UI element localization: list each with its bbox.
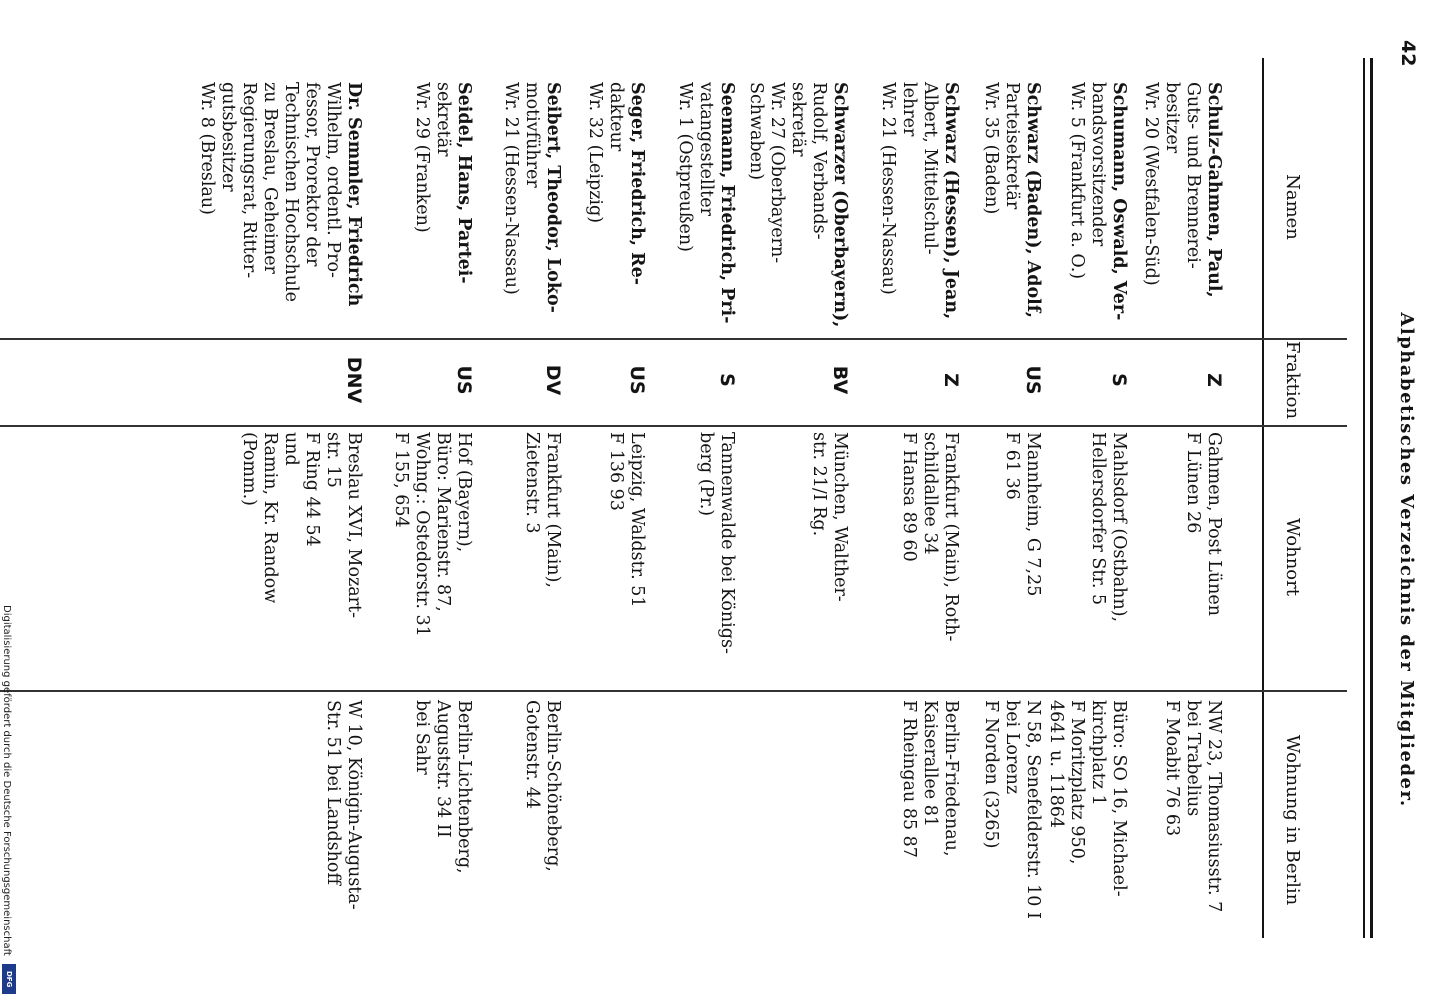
member-wohnort-line: Gahmen, Post Lünen [1204,432,1224,616]
member-name-line: Schwarzer (Oberbayern), [830,82,850,328]
member-wohnort-line: F 136 93 [606,432,626,511]
member-wohnort [1087,432,1129,682]
member-wohnort-line: Tannenwalde bei Königs- [717,432,737,654]
member-wohnort-line: Hellersdorfer Str. 5 [1088,432,1108,606]
member-berlin-address-line: bei Lorenz [1002,700,1022,795]
member-berlin-address-line: F Norden (3265) [981,700,1001,849]
member-berlin-address-line: F Rheingau 85 87 [899,700,919,858]
column-header-fraktion: Fraktion [1282,340,1304,420]
member-wohnort [605,432,647,682]
member-name-line: Wr. 5 (Frankfurt a. O.) [1067,82,1087,280]
member-berlin-address [1161,700,1224,940]
member-wohnort [1001,432,1043,682]
member-berlin-address [1045,700,1129,940]
member-wohnort-line: F 61 36 [1002,432,1022,500]
header-rule [1263,58,1265,938]
member-wohnort-line: F Hansa 89 60 [899,432,919,562]
member-wohnort [695,432,737,682]
member-name-line: Wr. 20 (Westfalen-Süd) [1141,82,1161,286]
member-wohnort-line: Mahlsdorf (Ostbahn), [1109,432,1129,623]
member-fraktion: US [626,365,648,395]
member-name-line: Parteisekretär [1002,82,1022,210]
member-name [500,82,563,332]
top-rule-thick [1370,58,1373,938]
member-wohnort-line: und [281,432,301,466]
member-berlin-address-line: W 10, Königin-Augusta- [344,700,364,910]
member-name-line: Seidel, Hans, Partei- [454,82,474,284]
member-berlin-address [322,700,364,940]
member-fraktion: S [716,373,738,387]
member-fraktion: Z [940,373,962,387]
member-berlin-address [411,700,474,940]
member-wohnort-line: Wohng.: Ostedorstr. 31 [412,432,432,637]
member-name [980,82,1043,332]
member-berlin-address-line: NW 23, Thomasiusstr. 7 [1204,700,1224,913]
member-wohnort-line: München, Walther- [830,432,850,602]
member-berlin-address-line: Büro: SO 16, Michael- [1109,700,1129,897]
member-berlin-address [980,700,1043,940]
member-name-line: Schumann, Oswald, Ver- [1109,82,1129,321]
member-berlin-address-line: bei Sahr [412,700,432,775]
top-rule-thin [1364,58,1366,938]
member-wohnort-line: Frankfurt (Main), [543,432,563,588]
member-name [584,82,647,332]
member-name-line: Wr. 29 (Franken) [412,82,432,233]
member-berlin-address [521,700,563,940]
member-name-line: gutsbesitzer [218,82,238,192]
member-name-line: Albert, Mittelschul- [920,82,940,255]
member-wohnort [238,432,364,682]
member-berlin-address-line: Gotenstr. 44 [522,700,542,810]
member-wohnort-line: Ramin, Kr. Randow [260,432,280,604]
member-name-line: dakteur [606,82,626,152]
member-name [1140,82,1224,332]
member-name-line: Wr. 21 (Hessen-Nassau) [501,82,521,295]
member-name-line: Schwaben) [746,82,766,181]
member-wohnort-line: F Ring 44 54 [302,432,322,547]
member-name-line: Wr. 35 (Baden) [981,82,1001,215]
member-wohnort-line: Hof (Bayern), [454,432,474,553]
member-name-line: besitzer [1162,82,1182,154]
member-name-line: Wr. 8 (Breslau) [197,82,217,215]
page-number: 42 [1397,40,1419,67]
member-berlin-address-line: N 58, Senefelderstr. 10 I [1023,700,1043,919]
member-berlin-address-line: 4641 u. 11864 [1046,700,1066,829]
member-name-line: Wr. 21 (Hessen-Nassau) [878,82,898,295]
member-name-line: sekretär [433,82,453,157]
member-name-line: Schwarz (Baden), Adolf, [1023,82,1043,319]
member-name [196,82,364,332]
member-wohnort [898,432,961,682]
member-wohnort-line: Leipzig, Waldstr. 51 [627,432,647,608]
member-wohnort [808,432,850,682]
member-name-line: Wr. 27 (Oberbayern- [767,82,787,264]
member-wohnort-line: Breslau XVI, Mozart- [344,432,364,618]
dfg-logo: DFG [2,964,16,994]
member-name-line: Wr. 1 (Ostpreußen) [675,82,695,252]
member-fraktion: S [1108,373,1130,387]
page-title: Alphabetisches Verzeichnis der Mitglieder. [1396,312,1417,808]
member-berlin-address [898,700,961,940]
member-berlin-address-line: F Moabit 76 63 [1162,700,1182,837]
column-divider-2 [0,425,1347,427]
member-wohnort-line: Büro: Marienstr. 87, [433,432,453,612]
member-fraktion: BV [829,365,851,395]
member-name-line: vatangestellter [696,82,716,216]
sidebar-note: Digitalisierung gefördert durch die Deutsche Forschungsgemeinschaft [1,605,12,956]
member-wohnort-line: Zietenstr. 3 [522,432,542,534]
member-fraktion: US [453,365,475,395]
member-name-line: Wilhelm, ordentl. Pro- [323,82,343,278]
member-fraktion: US [1022,365,1044,395]
member-name-line: lehrer [899,82,919,137]
member-name-line: fessor, Prorektor der [302,82,322,267]
member-name-line: bandsvorsitzender [1088,82,1108,247]
member-berlin-address-line: kirchplatz 1 [1088,700,1108,806]
member-wohnort-line: F 155, 654 [391,432,411,528]
member-name-line: Schwarz (Hessen), Jean, [941,82,961,320]
member-name [745,82,850,332]
member-wohnort [390,432,474,682]
member-wohnort-line: F Lünen 26 [1183,432,1203,534]
member-wohnort-line: berg (Pr.) [696,432,716,517]
column-divider-3 [0,690,1347,692]
member-name-line: Regierungsrat, Ritter- [239,82,259,279]
member-name-line: Seger, Friedrich, Re- [627,82,647,286]
member-name-line: Wr. 32 (Leipzig) [585,82,605,224]
member-name-line: Rudolf, Verbands- [809,82,829,240]
member-berlin-address-line: F Moritzplatz 950, [1067,700,1087,865]
member-name [1066,82,1129,332]
column-header-wohnort: Wohnort [1282,518,1304,596]
member-wohnort-line: (Pomm.) [239,432,259,507]
member-name-line: Seibert, Theodor, Loko- [543,82,563,313]
member-berlin-address-line: Kaiserallee 81 [920,700,940,827]
member-berlin-address-line: Berlin-Lichtenberg, [454,700,474,874]
member-wohnort-line: Mannheim, G 7,25 [1023,432,1043,597]
member-fraktion: DNV [343,356,365,404]
member-name [411,82,474,332]
member-wohnort-line: schildallee 34 [920,432,940,555]
member-wohnort-line: Frankfurt (Main), Roth- [941,432,961,642]
member-wohnort-line: str. 15 [323,432,343,488]
member-berlin-address-line: Berlin-Friedenau, [941,700,961,857]
member-name [877,82,961,332]
member-berlin-address-line: Auguststr. 34 II [433,700,453,838]
member-berlin-address-line: Str. 51 bei Landshoff [323,700,343,885]
member-berlin-address-line: Berlin-Schöneberg, [543,700,563,872]
member-name-line: Guts- und Brennerei- [1183,82,1203,269]
member-wohnort [1182,432,1224,682]
member-name-line: Dr. Semmler, Friedrich [344,82,364,307]
member-name-line: motivführer [522,82,542,188]
member-name-line: Schulz-Gahmen, Paul, [1204,82,1224,298]
member-wohnort-line: str. 21/I Rg. [809,432,829,537]
member-name-line: Technischen Hochschule [281,82,301,302]
member-berlin-address-line: bei Trabelius [1183,700,1203,817]
member-fraktion: DV [542,364,564,396]
member-name-line: sekretär [788,82,808,157]
column-header-berlin: Wohnung in Berlin [1282,734,1304,906]
member-wohnort [521,432,563,682]
member-fraktion: Z [1203,373,1225,387]
member-name [674,82,737,332]
member-name-line: Seemann, Friedrich, Pri- [717,82,737,324]
column-divider-1 [0,338,1347,340]
column-header-name: Namen [1282,174,1304,240]
member-name-line: zu Breslau, Geheimer [260,82,280,274]
